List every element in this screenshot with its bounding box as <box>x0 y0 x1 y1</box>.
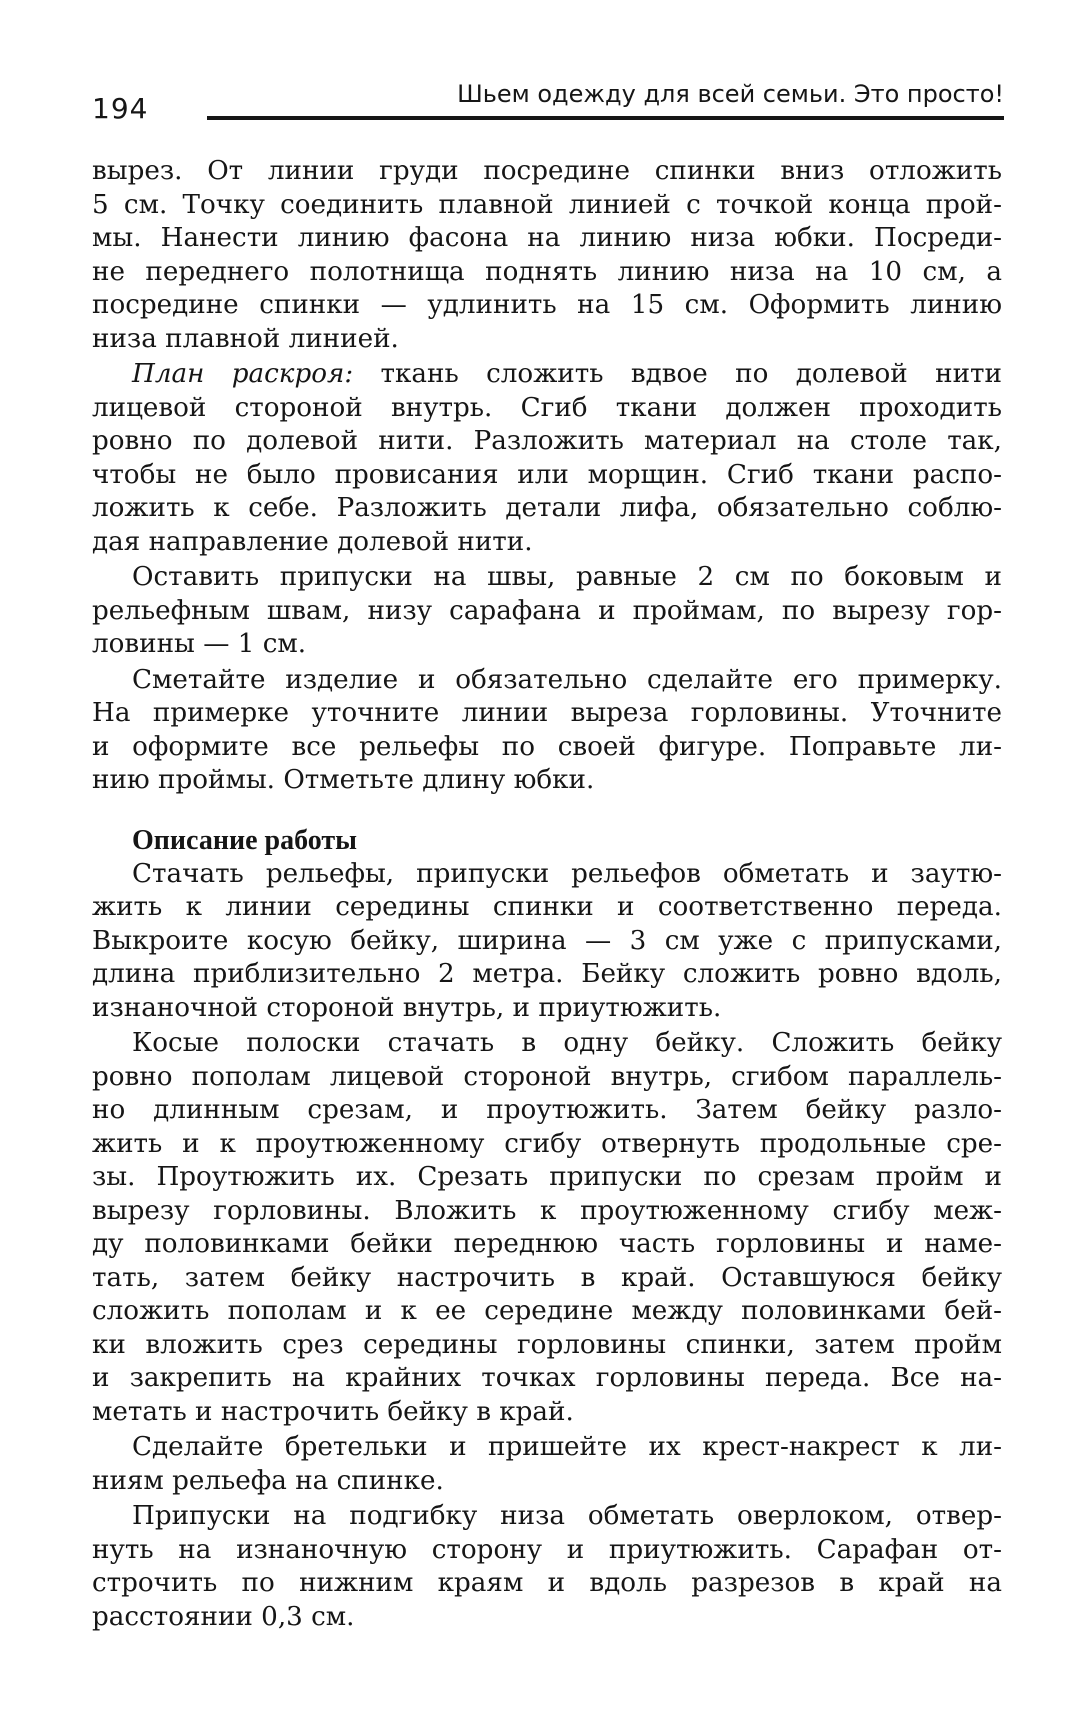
text-line: и закрепить на крайних точках горловины переда. Все на- <box>92 1363 1002 1393</box>
text-line: зы. Проутюжить их. Срезать припуски по срезам пройм и <box>92 1162 1002 1192</box>
text-line: На примерке уточните линии выреза горловины. Уточните <box>92 698 1002 728</box>
text-line: метать и настрочить бейку в край. <box>92 1396 574 1427</box>
text-line: не переднего полотнища поднять линию низа на 10 см, а <box>92 256 1002 287</box>
text-line: жить к линии середины спинки и соответственно переда. <box>92 892 1002 922</box>
text-line: ду половинками бейки переднюю часть горловины и наме- <box>92 1229 1002 1259</box>
text-line: ровно по долевой нити. Разложить материал на столе так, <box>92 426 1002 456</box>
text-line: вырез. От линии груди посредине спинки вниз отложить <box>92 156 1002 186</box>
paragraph <box>92 664 1002 798</box>
text-line: расстоянии 0,3 см. <box>92 1601 355 1632</box>
text-line: ки вложить срез середины горловины спинки, затем пройм <box>92 1329 1002 1360</box>
text-line: рельефным швам, низу сарафана и проймам, по вырезу гор- <box>92 595 1002 626</box>
text-line: ложить к себе. Разложить детали лифа, обязательно соблю- <box>92 493 1002 523</box>
paragraph <box>92 155 1002 356</box>
text-line: строчить по нижним краям и вдоль разрезов в край на <box>92 1568 1002 1598</box>
text-line: жить и к проутюженному сгибу отвернуть продольные сре- <box>92 1128 1002 1159</box>
paragraph <box>92 1500 1002 1634</box>
page-number: 194 <box>92 92 149 125</box>
paragraph <box>92 1027 1002 1429</box>
paragraph <box>92 858 1002 1026</box>
header-rule <box>207 116 1004 120</box>
text-line: ловины — 1 см. <box>92 629 307 659</box>
text-line: но длинным срезам, и проутюжить. Затем бейку разло- <box>92 1095 1002 1125</box>
text-line: Стачать рельефы, припуски рельефов обметать и заутю- <box>132 858 1002 889</box>
paragraph-cutting-plan <box>92 358 1002 559</box>
text-line: чтобы не было провисания или морщин. Сгиб ткани распо- <box>92 459 1002 490</box>
text-line: нуть на изнаночную сторону и приутюжить. Сарафан от- <box>92 1534 1002 1565</box>
running-title: Шьем одежду для всей семьи. Это просто! <box>457 80 1004 108</box>
text-line: тать, затем бейку настрочить в край. Оставшуюся бейку <box>92 1262 1002 1293</box>
text-line: изнаночной стороной внутрь, и приутюжить. <box>92 992 722 1023</box>
text-line: и оформите все рельефы по своей фигуре. Поправьте ли- <box>92 731 1002 762</box>
page-header <box>92 72 1004 132</box>
text-line: дая направление долевой нити. <box>92 526 533 557</box>
text-line: нию проймы. Отметьте длину юбки. <box>92 765 595 795</box>
text-line: Сметайте изделие и обязательно сделайте его примерку. <box>132 664 1002 695</box>
text-line: длина приблизительно 2 метра. Бейку сложить ровно вдоль, <box>92 959 1002 989</box>
text-line: 5 см. Точку соединить плавной линией с точкой конца прой- <box>92 189 1002 220</box>
text-line: ниям рельефа на спинке. <box>92 1465 444 1496</box>
text-line: мы. Нанести линию фасона на линию низа юбки. Посреди- <box>92 223 1002 253</box>
text-line-rest: ткань сложить вдвое по долевой нити <box>353 359 1002 389</box>
text-line: вырезу горловины. Вложить к проутюженному сгибу меж- <box>92 1195 1002 1226</box>
text-line: Оставить припуски на швы, равные 2 см по боковым и <box>132 562 1002 592</box>
text-line: лицевой стороной внутрь. Сгиб ткани должен проходить <box>92 392 1002 423</box>
text-line: сложить пополам и к ее середине между половинками бей- <box>92 1296 1002 1326</box>
paragraph <box>92 561 1002 662</box>
text-line: Косые полоски стачать в одну бейку. Сложить бейку <box>132 1028 1002 1058</box>
paragraph <box>92 1431 1002 1498</box>
text-line: посредине спинки — удлинить на 15 см. Оформить линию <box>92 290 1002 320</box>
text-line: Выкроите косую бейку, ширина — 3 см уже с припусками, <box>92 925 1002 956</box>
text-line: Припуски на подгибку низа обметать оверлоком, отвер- <box>132 1501 1002 1531</box>
text-line <box>92 358 1002 392</box>
body-text <box>92 155 1002 1634</box>
text-line: Сделайте бретельки и пришейте их крест-накрест к ли- <box>132 1432 1002 1462</box>
cutting-plan-label: План раскроя: <box>132 359 354 389</box>
section-heading: Описание работы <box>132 824 357 856</box>
text-line: низа плавной линией. <box>92 323 399 354</box>
text-line: ровно пополам лицевой стороной внутрь, сгибом параллель- <box>92 1061 1002 1092</box>
